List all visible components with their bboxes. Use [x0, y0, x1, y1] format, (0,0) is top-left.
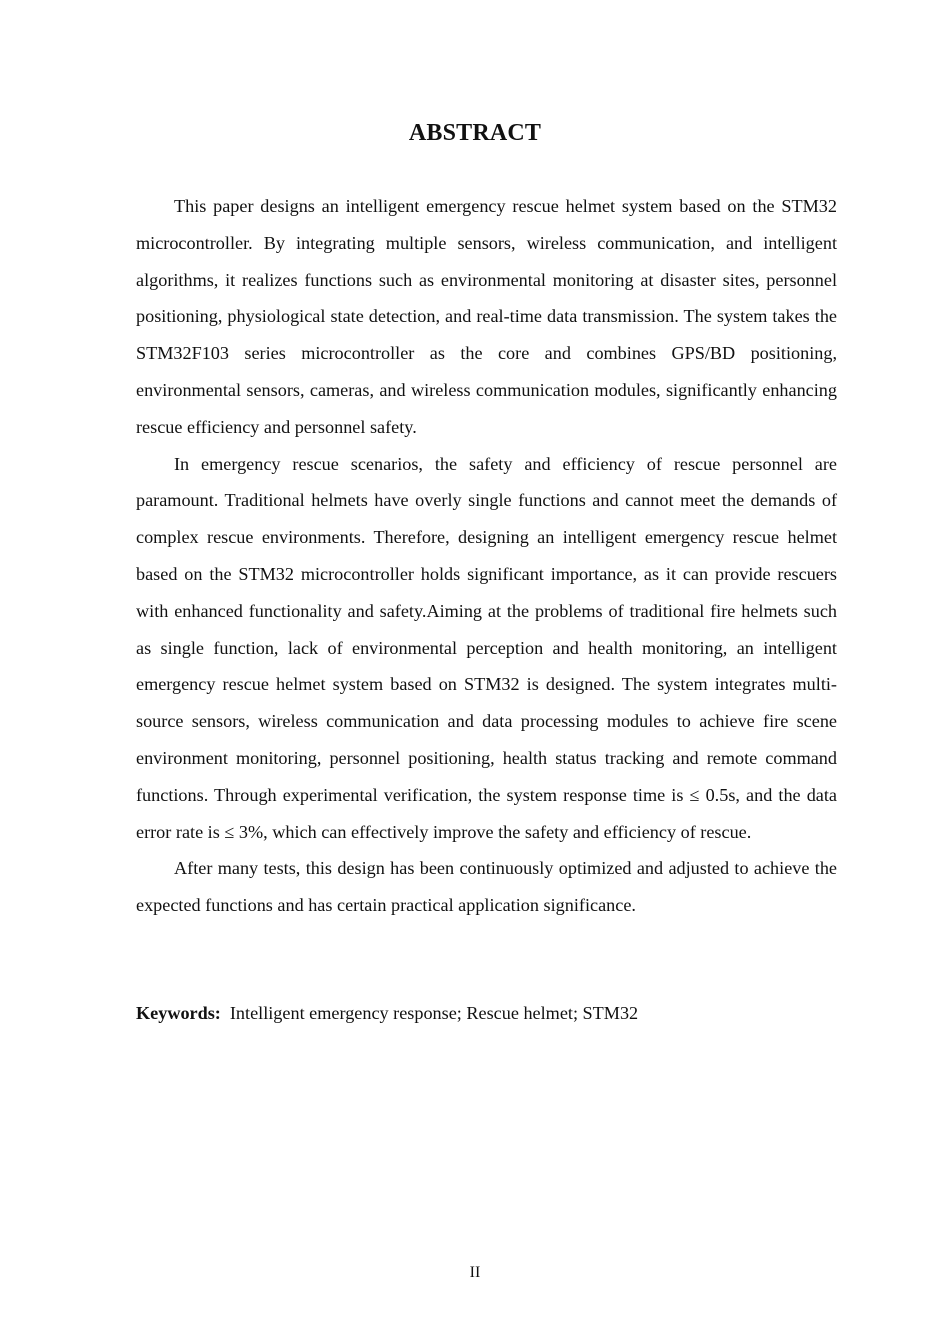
- abstract-paragraph-2: In emergency rescue scenarios, the safety and efficiency of rescue personnel are paramount. Traditional helmets have overly single functions and cannot meet the demands of complex rescue environments. Therefore, designing an intelligent emergency rescue helmet based on the STM32 microcontroller holds significant importance, as it can provide rescuers with enhanced functionality and safety.Aiming at the problems of traditional fire helmets such as single function, lack of environmental perception and health monitoring, an intelligent emergency rescue helmet system based on STM32 is designed. The system integrates multi-source sensors, wireless communication and data processing modules to achieve fire scene environment monitoring, personnel positioning, health status tracking and remote command functions. Through experimental verification, the system response time is ≤ 0.5s, and the data error rate is ≤ 3%, which can effectively improve the safety and efficiency of rescue.: [136, 453, 837, 842]
- keywords-label: Keywords:: [136, 1003, 221, 1023]
- abstract-paragraph-3: After many tests, this design has been continuously optimized and adjusted to achieve the expected functions and has certain practical application significance.: [136, 858, 837, 916]
- abstract-body: [136, 188, 837, 924]
- keywords-line: [136, 995, 837, 1031]
- abstract-paragraph-1: This paper designs an intelligent emergency rescue helmet system based on the STM32 microcontroller. By integrating multiple sensors, wireless communication, and intelligent algorithms, it realizes functions such as environmental monitoring at disaster sites, personnel positioning, physiological state detection, and real-time data transmission. The system takes the STM32F103 series microcontroller as the core and combines GPS/BD positioning, environmental sensors, cameras, and wireless communication modules, significantly enhancing rescue efficiency and personnel safety.: [136, 196, 837, 437]
- page-number: II: [469, 1264, 481, 1281]
- abstract-title: ABSTRACT: [408, 120, 542, 146]
- keywords-text: Intelligent emergency response; Rescue helmet; STM32: [229, 1003, 639, 1023]
